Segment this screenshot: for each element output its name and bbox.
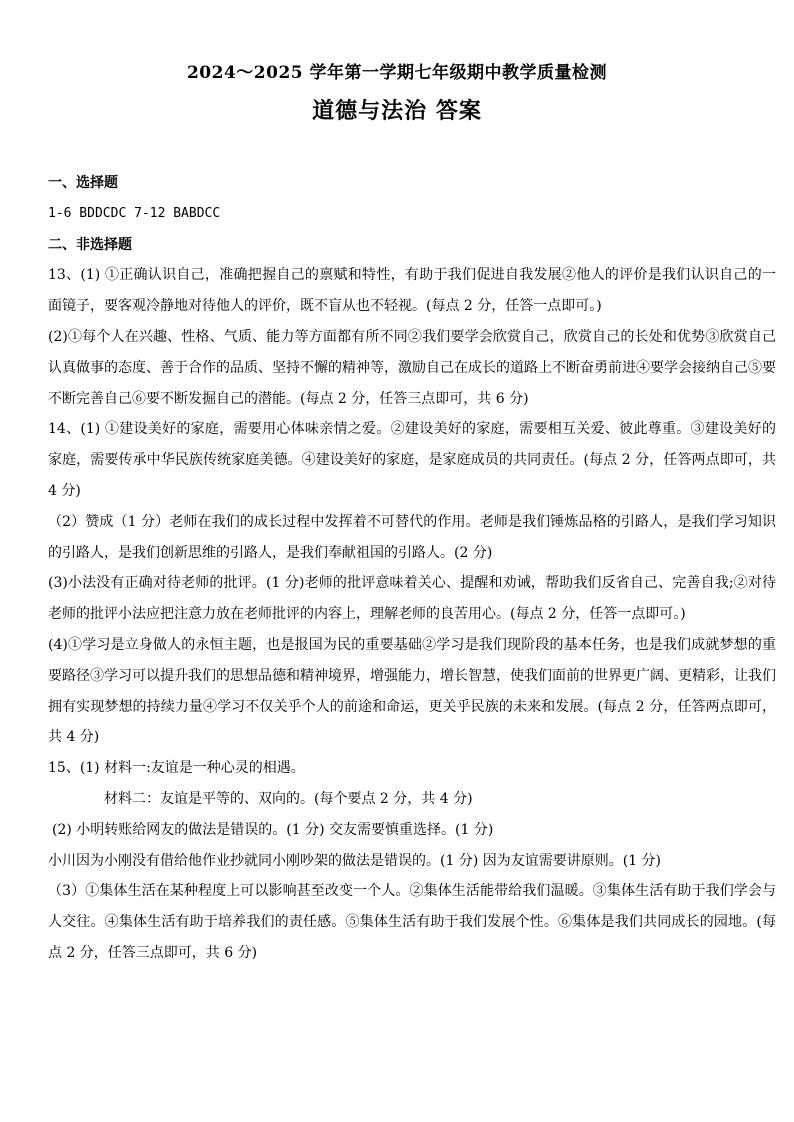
answer-15-1-material-1: 15、(1) 材料一:友谊是一种心灵的相遇。 xyxy=(48,760,305,777)
document-title: 2024～2025 学年第一学期七年级期中教学质量检测 xyxy=(186,63,608,83)
answer-15-2-xiaochuan: 小川因为小刚没有借给他作业抄就同小刚吵架的做法是错误的。(1 分) 因为友谊需要讲原则。(1 分) xyxy=(48,852,662,869)
answer-content xyxy=(48,168,776,969)
answer-14-3: (3)小法没有正确对待老师的批评。(1 分)老师的批评意味着关心、提醒和劝诫，帮助我们反省自己、完善自我;②对待老师的批评小法应把注意力放在老师批评的内容上，理解老师的良苦用心。(每点 2 分，任答一点即可。) xyxy=(48,575,776,623)
answer-13-1: 13、(1) ①正确认识自己，准确把握自己的禀赋和特性，有助于我们促进自我发展②他人的评价是我们认识自己的一面镜子，要客观冷静地对待他人的评价，既不盲从也不轻视。(每点 2 分，任答一点即可。) xyxy=(48,267,776,315)
section-heading-nonchoice: 二、非选择题 xyxy=(48,236,132,253)
answer-14-2: （2）赞成（1 分）老师在我们的成长过程中发挥着不可替代的作用。老师是我们锤炼品格的引路人，是我们学习知识的引路人，是我们创新思维的引路人，是我们奉献祖国的引路人。(2 分) xyxy=(48,513,776,561)
document-subtitle: 道德与法治 答案 xyxy=(312,98,482,124)
answer-14-4: (4)①学习是立身做人的永恒主题，也是报国为民的重要基础②学习是我们现阶段的基本任务，也是我们成就梦想的重要路径③学习可以提升我们的思想品德和精神境界，增强能力，增长智慧，使我们面前的世界更广阔、更精彩，让我们拥有实现梦想的持续力量④学习不仅关乎个人的前途和命运，更关乎民族的未来和发展。(每点 2 分，任答两点即可，共 4 分) xyxy=(48,636,776,746)
answer-15-2-xiaoming: (2) 小明转账给网友的做法是错误的。(1 分) 交友需要慎重选择。(1 分) xyxy=(52,821,494,838)
answer-15-3: （3）①集体生活在某种程度上可以影响甚至改变一个人。②集体生活能带给我们温暖。③集体生活有助于我们学会与人交往。④集体生活有助于培养我们的责任感。⑤集体生活有助于我们发展个性。⑥集体是我们共同成长的园地。(每点 2 分，任答三点即可，共 6 分) xyxy=(48,883,776,961)
answer-14-1: 14、(1) ①建设美好的家庭，需要用心体味亲情之爱。②建设美好的家庭，需要相互关爱、彼此尊重。③建设美好的家庭，需要传承中华民族传统家庭美德。④建设美好的家庭，是家庭成员的共同责任。(每点 2 分，任答两点即可，共 4 分) xyxy=(48,421,776,499)
answer-15-1-material-2: 材料二：友谊是平等的、双向的。(每个要点 2 分，共 4 分) xyxy=(104,790,473,807)
section-heading-choice: 一、选择题 xyxy=(48,175,118,191)
answer-13-2: (2)①每个人在兴趣、性格、气质、能力等方面都有所不同②我们要学会欣赏自己，欣赏自己的长处和优势③欣赏自己认真做事的态度、善于合作的品质、坚持不懈的精神等，激励自己在成长的道路上不断奋勇前进④要学会接纳自己⑤要不断完善自己⑥要不断发掘自己的潜能。(每点 2 分，任答三点即可，共 6 分) xyxy=(48,328,776,407)
choice-answers: 1-6 BDDCDC 7-12 BABDCC xyxy=(48,205,221,221)
